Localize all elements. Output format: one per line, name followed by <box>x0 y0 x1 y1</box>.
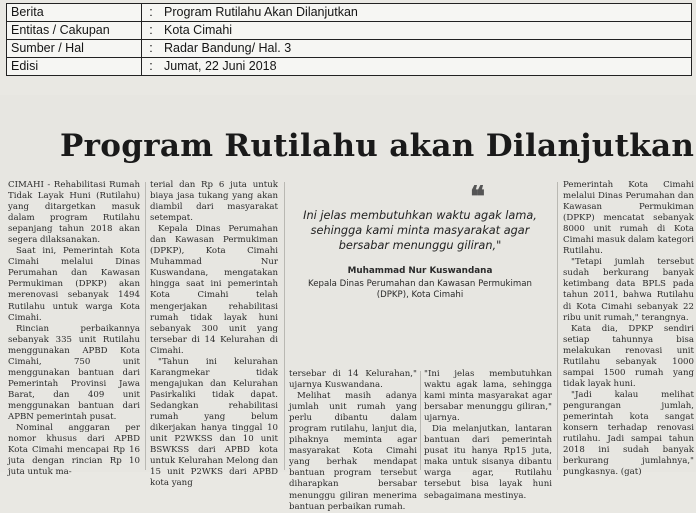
article-column-1 <box>8 180 140 478</box>
paragraph: Dia melanjutkan, lantaran bantuan dari pemerintah pusat itu hanya Rp15 juta, maka untuk sisanya dibantu warga agar, Rutilahu tersebut bisa layak huni sebagaimana mestinya. <box>424 424 552 501</box>
meta-separator: : <box>142 4 161 22</box>
article-headline: Program Rutilahu akan Dilanjutkan <box>60 128 695 164</box>
column-divider <box>557 182 558 470</box>
article-column-2 <box>150 180 278 489</box>
article-column-3 <box>289 369 417 512</box>
column-divider <box>145 182 146 470</box>
meta-value: Program Rutilahu Akan Dilanjutkan <box>160 4 692 22</box>
meta-row-sumber <box>7 40 692 58</box>
meta-key: Berita <box>7 4 142 22</box>
paragraph: "Tetapi jumlah tersebut sudah berkurang banyak ketimbang data BPLS pada tahun 2011, bahwa Rutilahu di Kota Cimahi sebanyak 22 ribu unit rumah," terangnya. <box>563 257 694 323</box>
article-column-4 <box>424 369 552 501</box>
meta-value: Radar Bandung/ Hal. 3 <box>160 40 692 58</box>
paragraph: Kepala Dinas Perumahan dan Kawasan Permukiman (DPKP), Kota Cimahi Muhammad Nur Kuswandana, mengatakan hingga saat ini pemerintah Kota Cimahi telah mengerjakan rehabilitasi rumah tidak layak huni sebanyak 300 unit yang tersebar di 14 Kelurahan di Cimahi. <box>150 224 278 356</box>
meta-row-berita <box>7 4 692 22</box>
quote-author-role: Kepala Dinas Perumahan dan Kawasan Permukiman (DPKP), Kota Cimahi <box>308 279 532 300</box>
meta-separator: : <box>142 22 161 40</box>
meta-key: Sumber / Hal <box>7 40 142 58</box>
meta-row-edisi <box>7 58 692 76</box>
paragraph: Nominal anggaran per nomor khusus dari APBD Kota Cimahi mencapai Rp 16 juta dengan rincian Rp 10 juta untuk ma- <box>8 423 140 478</box>
paragraph: Saat ini, Pemerintah Kota Cimahi melalui Dinas Perumahan dan Kawasan Permukiman (DPKP) akan merenovasi sebanyak 1494 Rutilahu untuk warga Kota Cimahi. <box>8 246 140 323</box>
meta-key: Entitas / Cakupan <box>7 22 142 40</box>
meta-row-entitas <box>7 22 692 40</box>
paragraph: "Jadi kalau melihat pengurangan jumlah, pemerintah kota sangat konsern terhadap renovasi rutilahu. Jadi sampai tahun 2018 ini sudah banyak berkurang jumlahnya," pungkasnya. (gat) <box>563 389 694 478</box>
metadata-table <box>6 3 692 76</box>
paragraph: "Ini jelas membutuhkan waktu agak lama, sehingga kami minta masyarakat agar bersabar menunggu giliran," ujarnya. <box>424 369 552 424</box>
paragraph: Rincian perbaikannya sebanyak 335 unit Rutilahu menggunakan APBD Kota Cimahi, 750 unit menggunakan bantuan dari Pemerintah Provinsi Jawa Barat, dan 409 unit menggunakan bantuan dari APBN pemerintah pusat. <box>8 323 140 422</box>
column-divider <box>420 371 421 470</box>
meta-key: Edisi <box>7 58 142 76</box>
meta-separator: : <box>142 58 161 76</box>
article-column-5 <box>563 180 694 478</box>
column-divider <box>284 182 285 470</box>
paragraph: terial dan Rp 6 juta untuk biaya jasa tukang yang akan diambil dari masyarakat setempat. <box>150 180 278 224</box>
paragraph: "Tahun ini kelurahan Karangmekar tidak mengajukan dan Kelurahan Pasirkaliki tidak dapat. Sedangkan rehabilitasi rumah yang belum dikerjakan hanya tinggal 10 unit P2WKSS dan 10 unit BSWKSS dari APBD kota untuk Kelurahan Melong dan 15 unit P2WKS dari APBD kota yang <box>150 356 278 489</box>
paragraph: Kata dia, DPKP sendiri setiap tahunnya bisa melakukan renovasi unit Rutilahu sebanyak 1000 sampai 1500 rumah yang tidak layak huni. <box>563 323 694 389</box>
pull-quote: Ini jelas membutuhkan waktu agak lama, sehingga kami minta masyarakat agar bersabar menunggu giliran," <box>303 209 537 252</box>
meta-separator: : <box>142 40 161 58</box>
meta-value: Jumat, 22 Juni 2018 <box>160 58 692 76</box>
paragraph: tersebar di 14 Kelurahan," ujarnya Kuswandana. <box>289 369 417 391</box>
meta-value: Kota Cimahi <box>160 22 692 40</box>
paragraph: Melihat masih adanya jumlah unit rumah yang perlu dibantu dalam program rutilahu, lanjut dia, pihaknya meminta agar masyarakat Kota Cimahi yang berhak mendapat bantuan program tersebut diharapkan bersabar menunggu giliran menerima bantuan perbaikan rumah. <box>289 391 417 512</box>
paragraph: CIMAHI - Rehabilitasi Rumah Tidak Layak Huni (Rutilahu) yang ditargetkan masuk dalam program Rutilahu sepanjang tahun 2018 akan segera dilaksanakan. <box>8 180 140 246</box>
quote-author: Muhammad Nur Kuswandana <box>347 266 493 276</box>
paragraph: Pemerintah Kota Cimahi melalui Dinas Perumahan dan Kawasan Permukiman (DPKP) mencatat sebanyak 8000 unit rumah di Kota Cimahi masuk dalam kategori Rutilahu. <box>563 180 694 257</box>
quote-mark-icon: ❝ <box>470 180 486 213</box>
